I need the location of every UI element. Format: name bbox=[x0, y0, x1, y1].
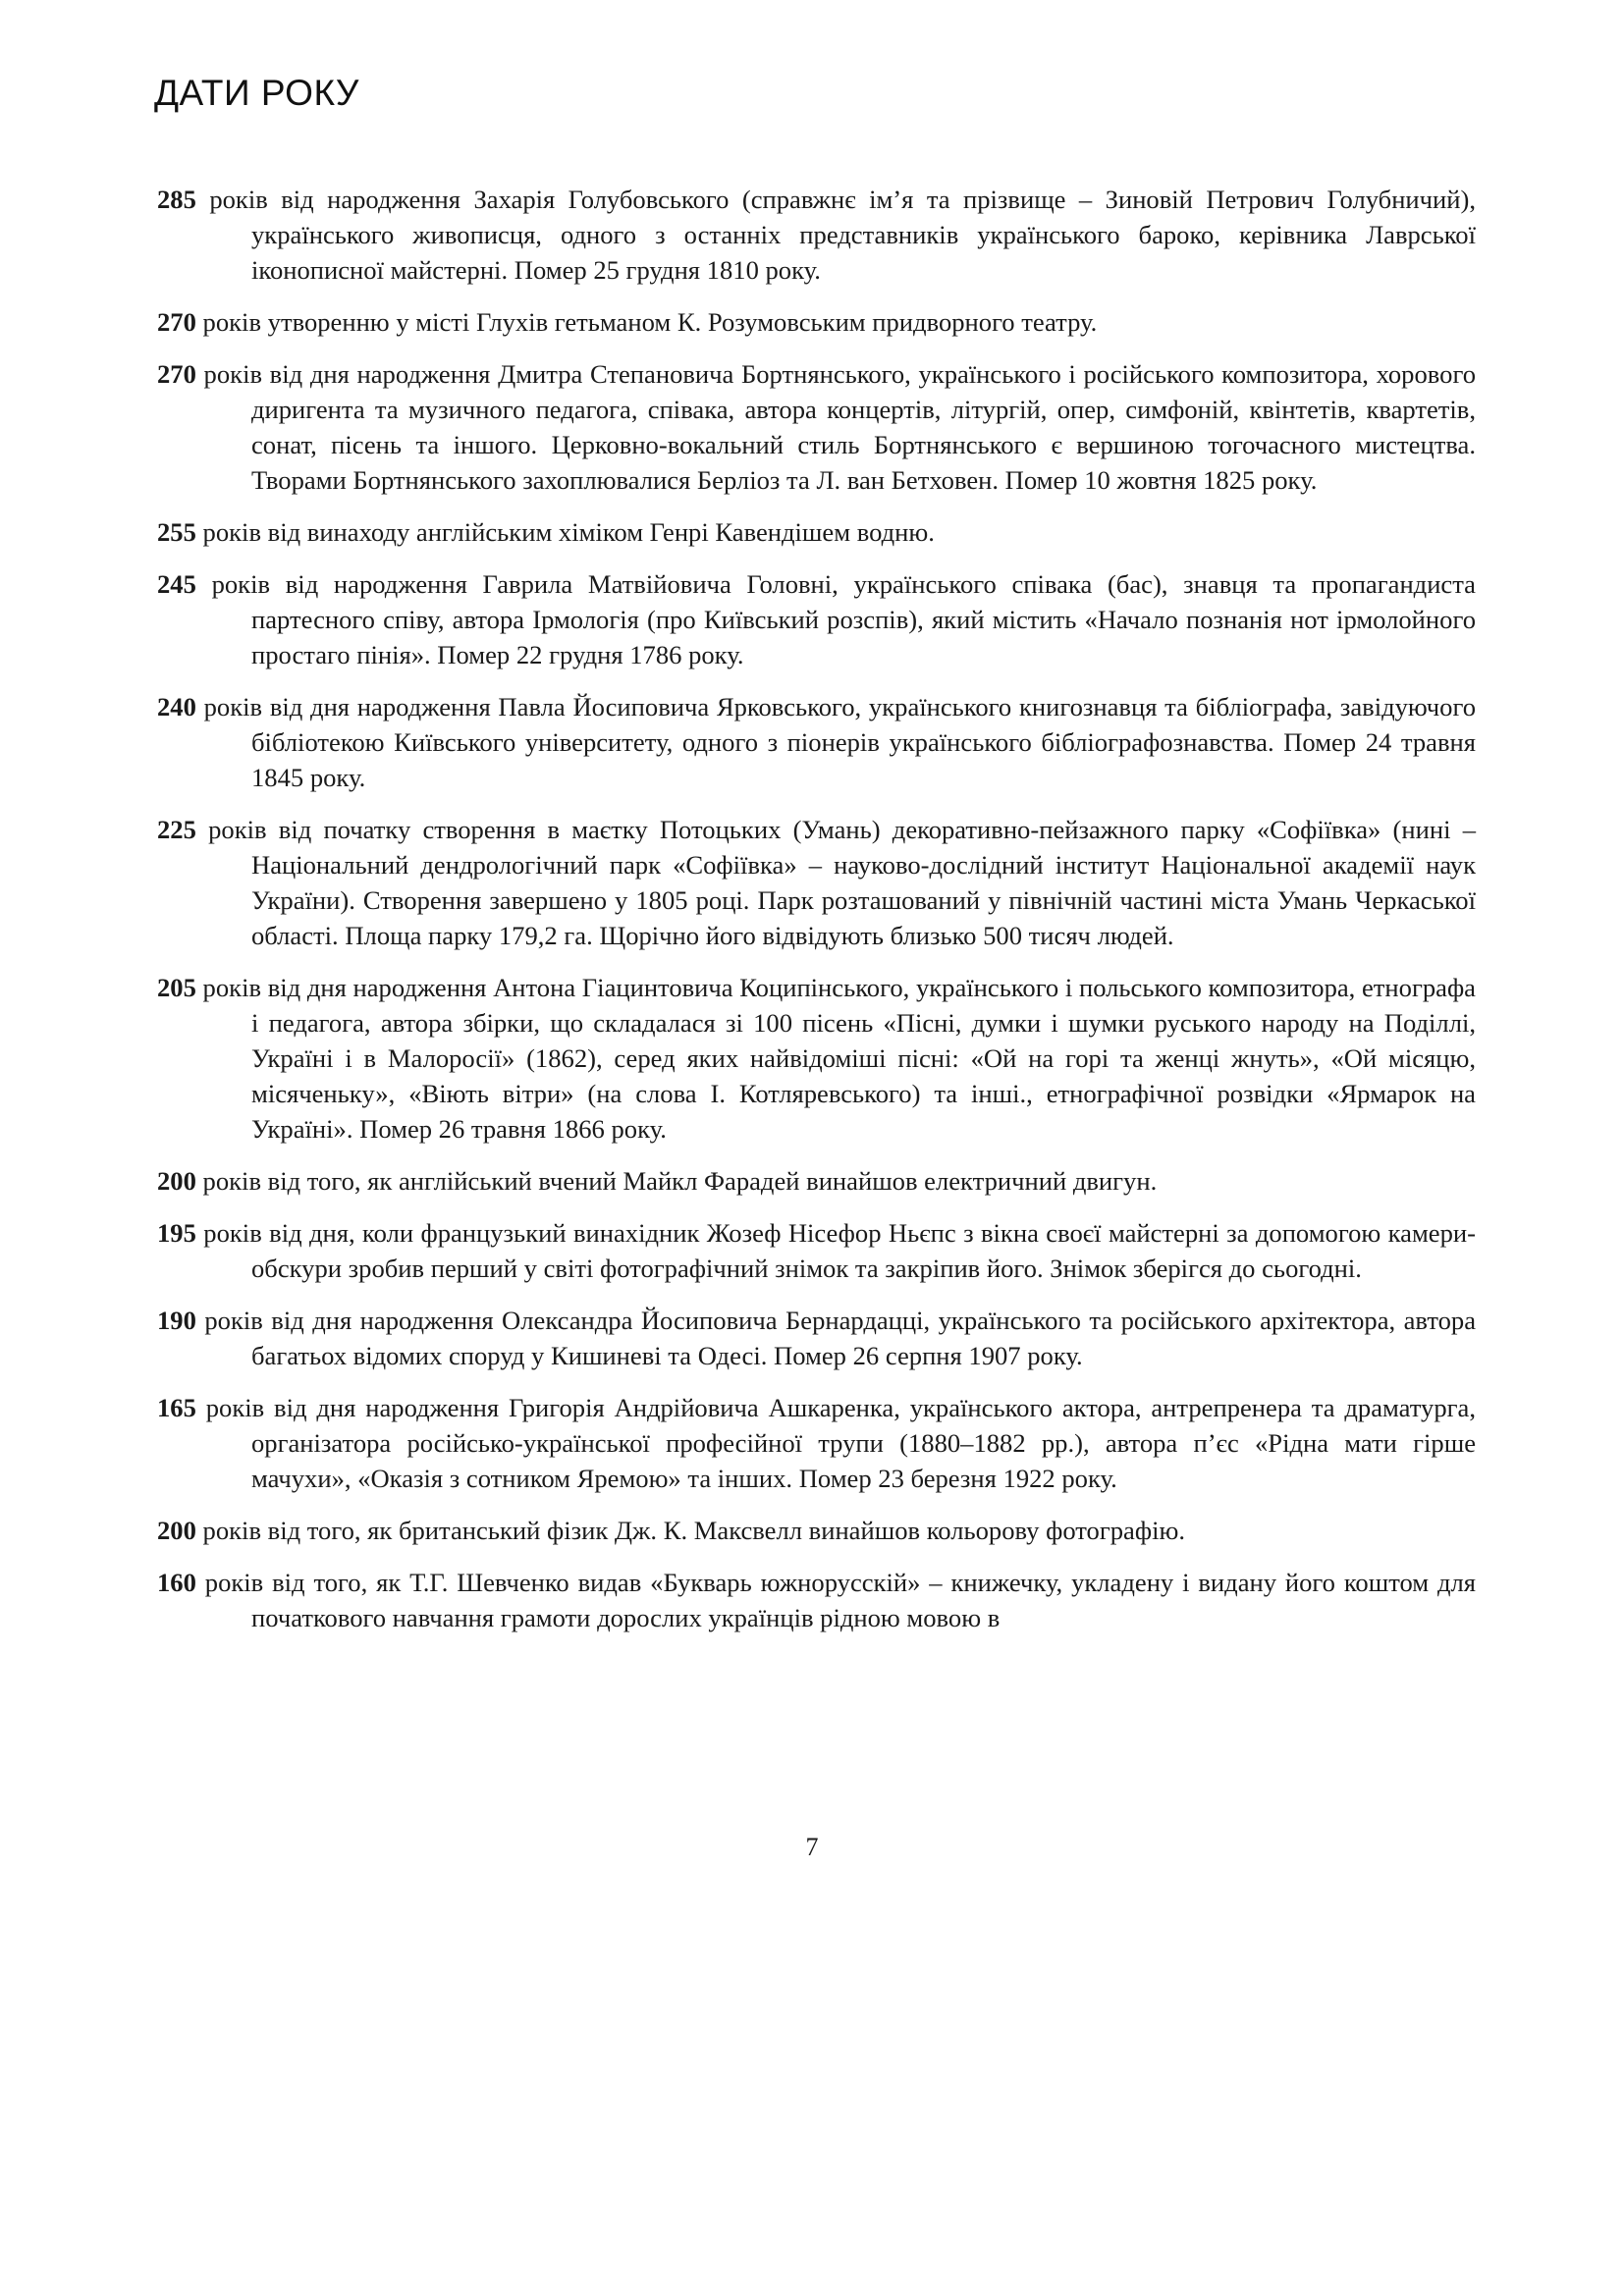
list-item bbox=[157, 812, 1476, 953]
list-item bbox=[157, 1390, 1476, 1496]
anniversary-years: 270 bbox=[157, 307, 196, 337]
list-item bbox=[157, 1513, 1476, 1548]
list-item bbox=[157, 1303, 1476, 1373]
anniversary-years: 165 bbox=[157, 1393, 196, 1422]
anniversary-years: 190 bbox=[157, 1306, 196, 1335]
anniversary-years: 245 bbox=[157, 569, 196, 599]
anniversary-text: років від народження Захарія Голубовського (справжнє ім’я та прізвище – Зиновій Петрович Голубничий), українського живописця, одного з останніх представників українського бароко, керівника Лаврської іконописної майстерні. Помер 25 грудня 1810 року. bbox=[195, 185, 1476, 285]
anniversary-text: років від винаходу англійським хіміком Генрі Кавендішем водню. bbox=[195, 517, 935, 547]
anniversary-text: років від дня народження Антона Гіацинтовича Коципінського, українського і польського композитора, етнографа і педагога, автора збірки, що складалася зі 100 пісень «Пісні, думки і шумки руського народу на Поділлі, Україні і в Малоросії» (1862), серед яких найвідоміші пісні: «Ой на горі та женці жнуть», «Ой місяцю, місяченьку», «Віють вітри» (на слова І. Котляревського) та інші., етнографічної розвідки «Ярмарок на Україні». Помер 26 травня 1866 року. bbox=[195, 973, 1476, 1144]
list-item bbox=[157, 970, 1476, 1147]
list-item bbox=[157, 566, 1476, 672]
anniversary-text: років від того, як британський фізик Дж. К. Максвелл винайшов кольорову фотографію. bbox=[195, 1516, 1185, 1545]
anniversary-text: років від дня народження Дмитра Степановича Бортнянського, українського і російського композитора, хорового диригента та музичного педагога, співака, автора концертів, літургій, опер, симфоній, квінтетів, квартетів, сонат, пісень та іншого. Церковно-вокальний стиль Бортнянського є вершиною тогочасного мистецтва. Творами Бортнянського захоплювалися Берліоз та Л. ван Бетховен. Помер 10 жовтня 1825 року. bbox=[195, 359, 1476, 495]
anniversary-text: років від дня, коли французький винахідник Жозеф Нісефор Ньєпс з вікна своєї майстерні за допомогою камери-обскури зробив перший у світі фотографічний знімок та закріпив його. Знімок зберігся до сьогодні. bbox=[195, 1218, 1476, 1283]
page-number: 7 bbox=[805, 1833, 819, 1861]
anniversary-text: років від того, як Т.Г. Шевченко видав «Букварь южнорусскій» – книжечку, укладену і видану його коштом для початкового навчання грамоти дорослих українців рідною мовою в bbox=[195, 1568, 1476, 1632]
anniversary-text: років від дня народження Олександра Йосиповича Бернардацці, українського та російського архітектора, автора багатьох відомих споруд у Кишиневі та Одесі. Помер 26 серпня 1907 року. bbox=[195, 1306, 1476, 1370]
anniversary-years: 285 bbox=[157, 185, 196, 214]
anniversary-years: 200 bbox=[157, 1166, 196, 1196]
list-item bbox=[157, 356, 1476, 498]
anniversary-years: 270 bbox=[157, 359, 196, 389]
list-item bbox=[157, 1163, 1476, 1199]
anniversary-text: років утворенню у місті Глухів гетьманом К. Розумовським придворного театру. bbox=[195, 307, 1098, 337]
list-item bbox=[157, 514, 1476, 550]
anniversary-years: 205 bbox=[157, 973, 196, 1002]
anniversary-text: років від народження Гаврила Матвійовича Головні, українського співака (бас), знавця та пропагандиста партесного співу, автора Ірмологія (про Київський розспів), який містить «Начало познанія нот ірмолойного простаго пінія». Помер 22 грудня 1786 року. bbox=[195, 569, 1476, 669]
anniversary-text: років від дня народження Григорія Андрійовича Ашкаренка, українського актора, антрепренера та драматурга, організатора російсько-української професійної трупи (1880–1882 рр.), автора п’єс «Рідна мати гірше мачухи», «Оказія з сотником Яремою» та інших. Помер 23 березня 1922 року. bbox=[195, 1393, 1476, 1493]
list-item bbox=[157, 1215, 1476, 1286]
anniversary-text: років від того, як англійський вчений Майкл Фарадей винайшов електричний двигун. bbox=[195, 1166, 1158, 1196]
anniversary-years: 225 bbox=[157, 815, 196, 844]
anniversary-years: 255 bbox=[157, 517, 196, 547]
list-item bbox=[157, 689, 1476, 795]
list-item bbox=[157, 1565, 1476, 1635]
anniversary-years: 240 bbox=[157, 692, 196, 721]
anniversary-list bbox=[157, 182, 1476, 1652]
anniversary-years: 160 bbox=[157, 1568, 196, 1597]
list-item bbox=[157, 182, 1476, 288]
anniversary-years: 195 bbox=[157, 1218, 196, 1248]
anniversary-years: 200 bbox=[157, 1516, 196, 1545]
anniversary-text: років від початку створення в маєтку Потоцьких (Умань) декоративно-пейзажного парку «Софіївка» (нині – Національний дендрологічний парк «Софіївка» – науково-дослідний інститут Національної академії наук України). Створення завершено у 1805 році. Парк розташований у північній частині міста Умань Черкаської області. Площа парку 179,2 га. Щорічно його відвідують близько 500 тисяч людей. bbox=[195, 815, 1476, 950]
page-title: ДАТИ РОКУ bbox=[154, 73, 359, 113]
list-item bbox=[157, 304, 1476, 340]
anniversary-text: років від дня народження Павла Йосиповича Ярковського, українського книгознавця та бібліографа, завідуючого бібліотекою Київського університету, одного з піонерів українського бібліографознавства. Помер 24 травня 1845 року. bbox=[195, 692, 1476, 792]
